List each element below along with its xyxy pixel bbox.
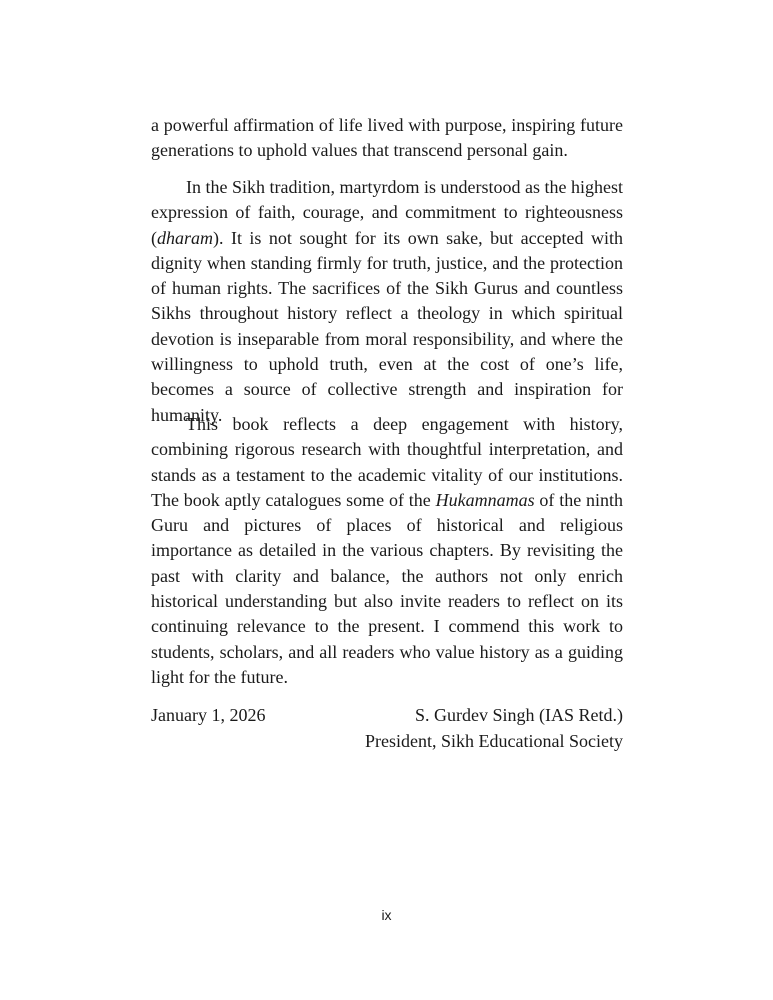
paragraph-1: [151, 113, 623, 164]
paragraph-1-text: a powerful affirmation of life lived with purpose, inspiring future generations to uphold values that transcend personal gain.: [151, 115, 623, 161]
paragraph-3: [151, 412, 623, 690]
signatory-name: S. Gurdev Singh (IAS Retd.): [415, 705, 623, 725]
paragraph-2-italic-term: dharam: [157, 227, 214, 248]
paragraph-3-text-end: of the ninth Guru and pictures of places of historical and religious importance as detailed in the various chapters. By revisiting the past with clarity and balance, the authors not only enrich historical understanding but also invite readers to reflect on its continuing relevance to the present. I commend this work to students, scholars, and all readers who value history as a guiding light for the future.: [151, 489, 623, 687]
paragraph-2-text-start: In the Sikh tradition, martyrdom is understood as the highest expression of faith, courage, and commitment to righteousness (: [151, 177, 623, 248]
signatory-title: President, Sikh Educational Society: [365, 731, 623, 751]
paragraph-3-italic-term: Hukamnamas: [435, 489, 535, 510]
page-number: ix: [381, 907, 392, 923]
foreword-date: January 1, 2026: [151, 705, 266, 725]
paragraph-3-text-start: This book reflects a deep engagement with history, combining rigorous research with thoughtful interpretation, and stands as a testament to the academic vitality of our institutions. The book aptly catalogues some of the: [151, 414, 623, 510]
paragraph-2: [151, 175, 623, 428]
signature-block: [365, 702, 623, 754]
paragraph-2-text-end: ). It is not sought for its own sake, but accepted with dignity when standing firmly for truth, justice, and the protection of human rights. The sacrifices of the Sikh Gurus and countless Sikhs throughout history reflect a theology in which spiritual devotion is inseparable from moral responsibility, and where the willingness to uphold truth, even at the cost of one’s life, becomes a source of collective strength and inspiration for humanity.: [151, 227, 623, 425]
